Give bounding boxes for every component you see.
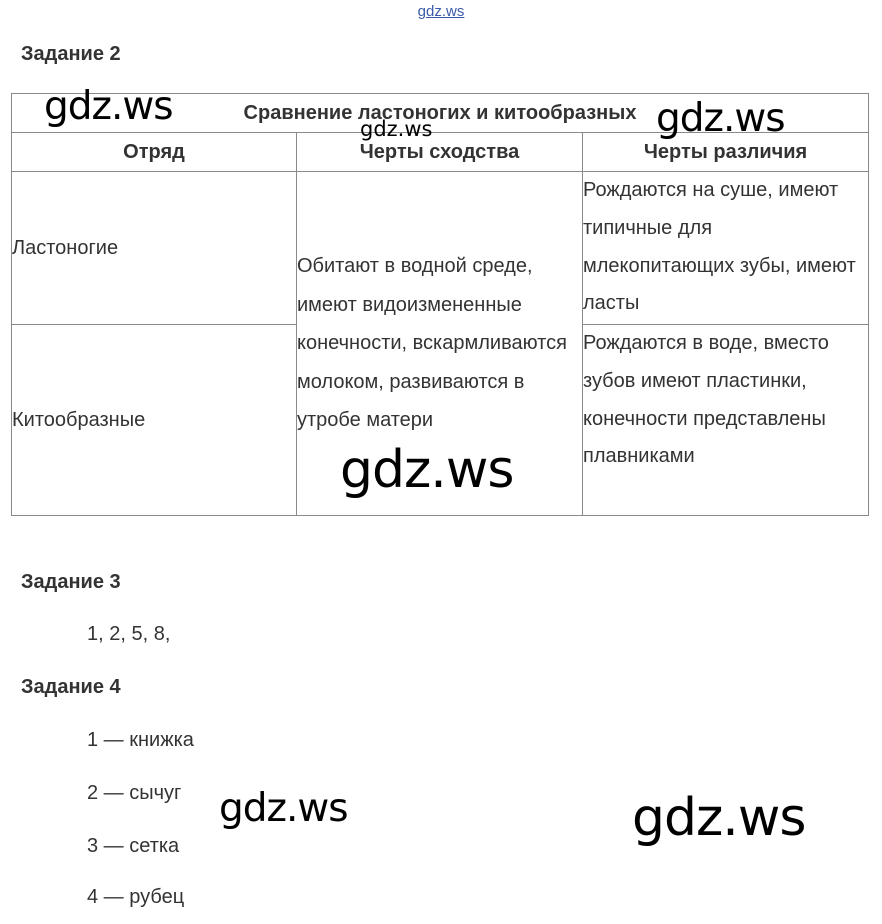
table-row — [12, 172, 869, 325]
top-watermark-link[interactable]: gdz.ws — [417, 3, 465, 20]
column-header-similarity: Черты сходства — [297, 133, 583, 172]
similarity-cell: Обитают в водной среде, имеют видоизмененные конечности, вскармливаются молоком, развиваются в утробе матери — [297, 172, 583, 516]
list-item: 4 — рубец — [87, 886, 185, 908]
difference-cell: Рождаются в воде, вместо зубов имеют пластинки, конечности представлены плавниками — [583, 325, 869, 516]
task3-heading: Задание 3 — [21, 571, 121, 593]
column-header-order: Отряд — [12, 133, 297, 172]
watermark: gdz.ws — [632, 788, 806, 848]
list-item: 1 — книжка — [87, 729, 194, 751]
watermark: gdz.ws — [44, 84, 173, 129]
watermark: gdz.ws — [340, 440, 514, 500]
list-item: 3 — сетка — [87, 835, 180, 857]
watermark: gdz.ws — [656, 96, 785, 141]
watermark: gdz.ws — [360, 117, 433, 141]
order-cell: Ластоногие — [12, 172, 297, 325]
task4-heading: Задание 4 — [21, 676, 121, 698]
task2-heading: Задание 2 — [21, 43, 121, 65]
column-header-difference: Черты различия — [583, 133, 869, 172]
order-cell: Китообразные — [12, 325, 297, 516]
watermark: gdz.ws — [219, 786, 348, 831]
table-caption: Сравнение ластоногих и китообразных — [12, 94, 869, 133]
task3-answer: 1, 2, 5, 8, — [87, 623, 171, 645]
difference-cell: Рождаются на суше, имеют типичные для млекопитающих зубы, имеют ласты — [583, 172, 869, 325]
list-item: 2 — сычуг — [87, 782, 182, 804]
